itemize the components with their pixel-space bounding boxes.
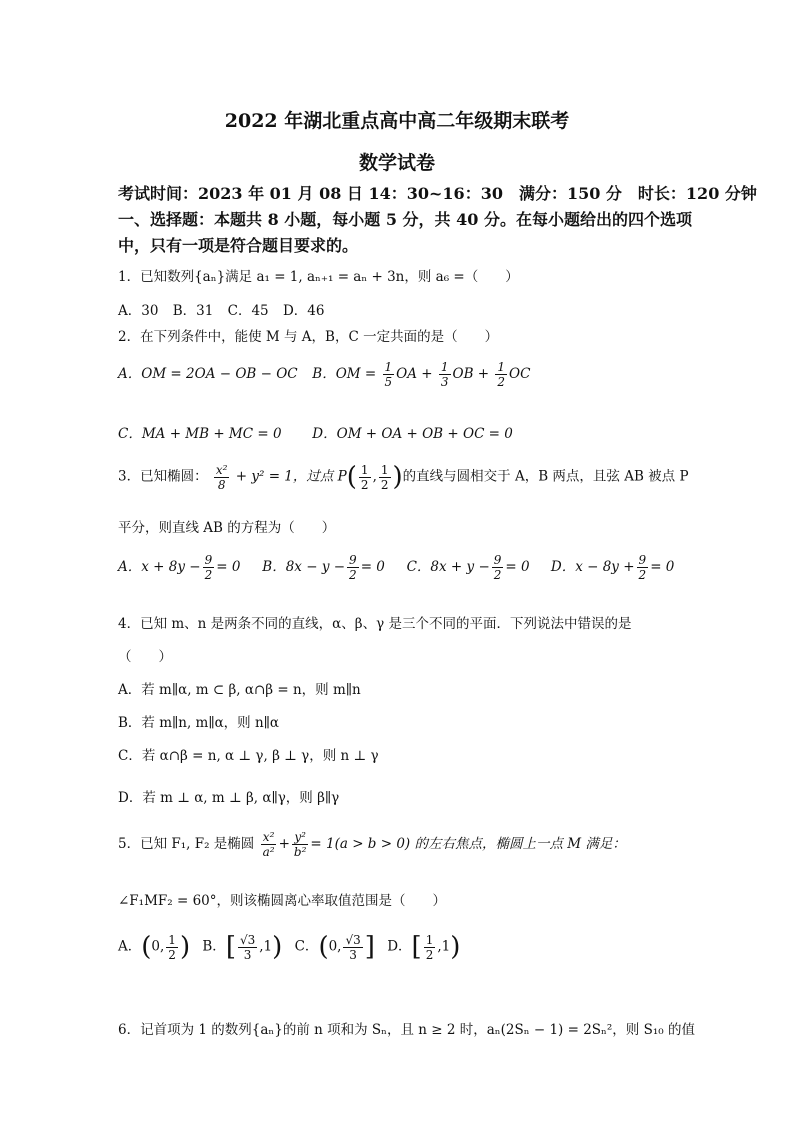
fraction: $\frac{9}{2}$	[204, 553, 213, 582]
q3-option-d[interactable]: D．x − 8y + $\frac{9}{2}$ = 0	[550, 553, 675, 582]
fraction: $\frac{1}{2}$	[360, 462, 369, 492]
fraction: $\frac{\text{x²}}{\text{a²}}$	[262, 830, 275, 859]
fraction: $\frac{1}{2}$	[425, 932, 434, 962]
q1-stem: 1．已知数列{aₙ}满足 a₁ = 1, aₙ₊₁ = aₙ + 3n，则 a₆ =（ ）	[118, 269, 519, 285]
q5-option-d[interactable]: D．[ $\frac{1}{2}$ ,1)	[387, 932, 461, 962]
q4-stem: 4．已知 m、n 是两条不同的直线，α、β、γ 是三个不同的平面．下列说法中错误的是	[118, 616, 632, 632]
q1-option-d[interactable]: D．46	[282, 303, 325, 319]
q3-option-c[interactable]: C．8x + y − $\frac{9}{2}$ = 0	[406, 553, 530, 582]
q1-option-c[interactable]: C．45	[227, 303, 269, 319]
exam-info: 考试时间：2023 年 01 月 08 日 14：30~16：30 满分：150 分 时长：120 分钟	[118, 184, 757, 203]
fraction: $\frac{1}{3}$	[440, 360, 449, 389]
q5-stem: 5．已知 F₁, F₂ 是椭圆 $\frac{\text{x²}}{\text{a²}}$ + $\frac{\text{y²}}{\text{b²}}$ = 1(a > b > 0) 的左右焦点，椭圆上一点 M 满足：	[118, 830, 626, 859]
q3-stem-line2: 平分，则直线 AB 的方程为（ ）	[118, 520, 336, 536]
fraction: $\frac{\text{y²}}{\text{b²}}$	[293, 830, 307, 859]
fraction: $\frac{1}{2}$	[168, 932, 176, 962]
q2-options-row1	[118, 360, 676, 389]
q2-option-d[interactable]: D．OM + OA + OB + OC = 0	[312, 426, 513, 442]
q5-option-a[interactable]: A．(0, $\frac{1}{2}$ )	[118, 932, 191, 962]
q5-option-b[interactable]: B．[ $\frac{√3}{3}$ ,1)	[202, 932, 283, 962]
fraction: $\frac{√3}{3}$	[345, 932, 361, 962]
fraction: $\frac{9}{2}$	[493, 553, 502, 582]
q5-option-c[interactable]: C．(0, $\frac{√3}{3}$ ]	[294, 932, 375, 962]
q1-options	[118, 299, 676, 319]
q2-stem: 2．在下列条件中，能使 M 与 A，B，C 一定共面的是（ ）	[118, 329, 499, 345]
fraction: $\frac{1}{2}$	[497, 360, 506, 389]
q4-option-d[interactable]: D．若 m ⊥ α, m ⊥ β, α∥γ，则 β∥γ	[118, 790, 340, 806]
q2-b-prefix: B．OM =	[312, 366, 377, 382]
q3-option-b[interactable]: B．8x − y − $\frac{9}{2}$ = 0	[262, 553, 385, 582]
page-subtitle: 数学试卷	[358, 152, 435, 174]
section-heading-line2: 中，只有一项是符合题目要求的。	[118, 236, 359, 255]
q2-option-b[interactable]: B．OM = $\frac{1}{5}$ OA + $\frac{1}{3}$ OB + $\frac{1}{2}$ OC	[312, 360, 531, 389]
section-heading-line1: 一、选择题：本题共 8 小题，每小题 5 分，共 40 分。在每小题给出的四个选项	[118, 210, 692, 229]
q3-options	[118, 553, 676, 582]
fraction: $\frac{9}{2}$	[638, 553, 647, 582]
q6-stem: 6．记首项为 1 的数列{aₙ}的前 n 项和为 Sₙ，且 n ≥ 2 时，aₙ(2Sₙ − 1) = 2Sₙ²，则 S₁₀ 的值	[118, 1022, 695, 1038]
q5-options	[118, 932, 676, 962]
q4-option-b[interactable]: B．若 m∥n, m∥α，则 n∥α	[118, 715, 280, 731]
q3-stem: 3．已知椭圆： $\frac{\text{x²}}{8}$ + y² = 1，过点 P( $\frac{1}{2}$ , $\frac{1}{2}$ )的直线与圆相交于 A，B 两点，且弦 AB 被点 P	[118, 462, 689, 492]
q2-option-a[interactable]: A．OM = 2OA − OB − OC	[118, 366, 298, 382]
fraction: $\frac{1}{5}$	[384, 360, 393, 389]
page-title: 2022 年湖北重点高中高二年级期末联考	[224, 110, 570, 132]
q4-option-c[interactable]: C．若 α∩β = n, α ⊥ γ, β ⊥ γ，则 n ⊥ γ	[118, 748, 379, 764]
q2-options-row2	[118, 422, 676, 442]
q1-option-a[interactable]: A．30	[118, 303, 159, 319]
q4-option-a[interactable]: A．若 m∥α, m ⊂ β, α∩β = n，则 m∥n	[118, 682, 361, 698]
q1-option-b[interactable]: B．31	[172, 303, 214, 319]
fraction: $\frac{1}{2}$	[380, 462, 389, 492]
q2-option-c[interactable]: C．MA + MB + MC = 0	[118, 426, 282, 442]
fraction: $\frac{√3}{3}$	[239, 932, 256, 962]
fraction: $\frac{\text{x²}}{8}$	[215, 462, 228, 492]
q3-option-a[interactable]: A．x + 8y − $\frac{9}{2}$ = 0	[118, 553, 241, 582]
fraction: $\frac{9}{2}$	[349, 553, 357, 582]
q4-paren: （ ）	[118, 649, 172, 665]
q5-stem-line2: ∠F₁MF₂ = 60°，则该椭圆离心率取值范围是（ ）	[118, 893, 447, 909]
